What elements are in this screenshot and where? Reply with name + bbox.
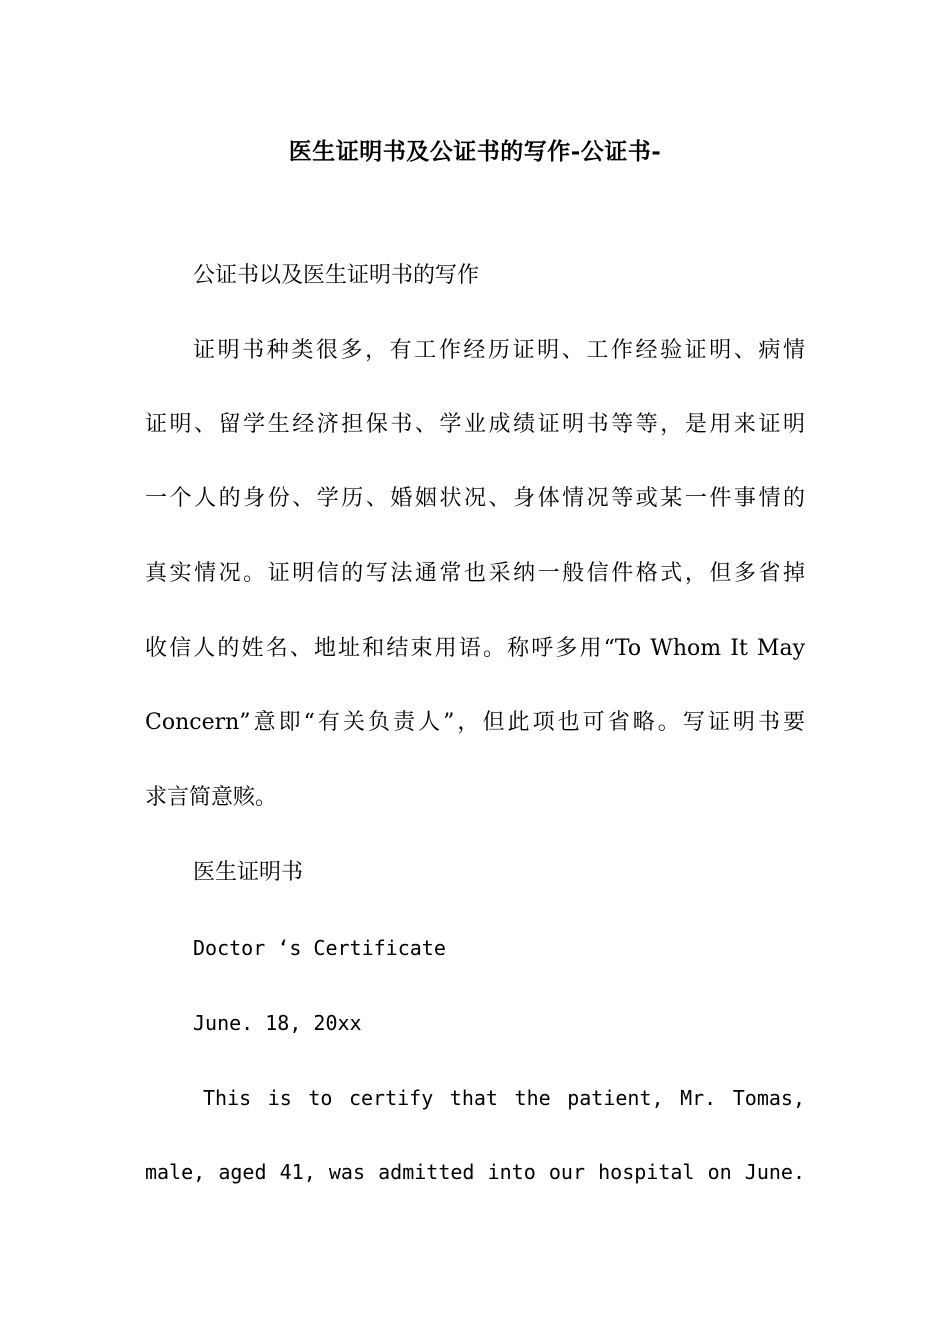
certificate-body-line: male, aged 41, was admitted into our hospital on June. bbox=[145, 1160, 805, 1184]
paragraph-line: 一个人的身份、学历、婚姻状况、身体情况等或某一件事情的 bbox=[145, 486, 805, 511]
paragraph-line: 证明、留学生经济担保书、学业成绩证明书等等，是用来证明 bbox=[145, 412, 805, 437]
paragraph-line: Concern”意即“有关负责人”，但此项也可省略。写证明书要 bbox=[145, 710, 805, 735]
certificate-date: June. 18, 20xx bbox=[193, 1011, 362, 1035]
paragraph-line: 真实情况。证明信的写法通常也采纳一般信件格式，但多省掉 bbox=[145, 561, 805, 586]
document-title: 医生证明书及公证书的写作-公证书- bbox=[288, 138, 662, 165]
certificate-body-line: This is to certify that the patient, Mr. Tomas, bbox=[203, 1086, 805, 1110]
section-heading: 公证书以及医生证明书的写作 bbox=[193, 263, 480, 288]
certificate-heading-english: Doctor ‘s Certificate bbox=[193, 936, 446, 960]
paragraph-line: 证明书种类很多，有工作经历证明、工作经验证明、病情 bbox=[193, 338, 805, 363]
paragraph-line: 求言简意赅。 bbox=[145, 785, 278, 810]
paragraph-line: 收信人的姓名、地址和结束用语。称呼多用“To Whom It May bbox=[145, 636, 805, 661]
certificate-heading-chinese: 医生证明书 bbox=[193, 860, 304, 885]
